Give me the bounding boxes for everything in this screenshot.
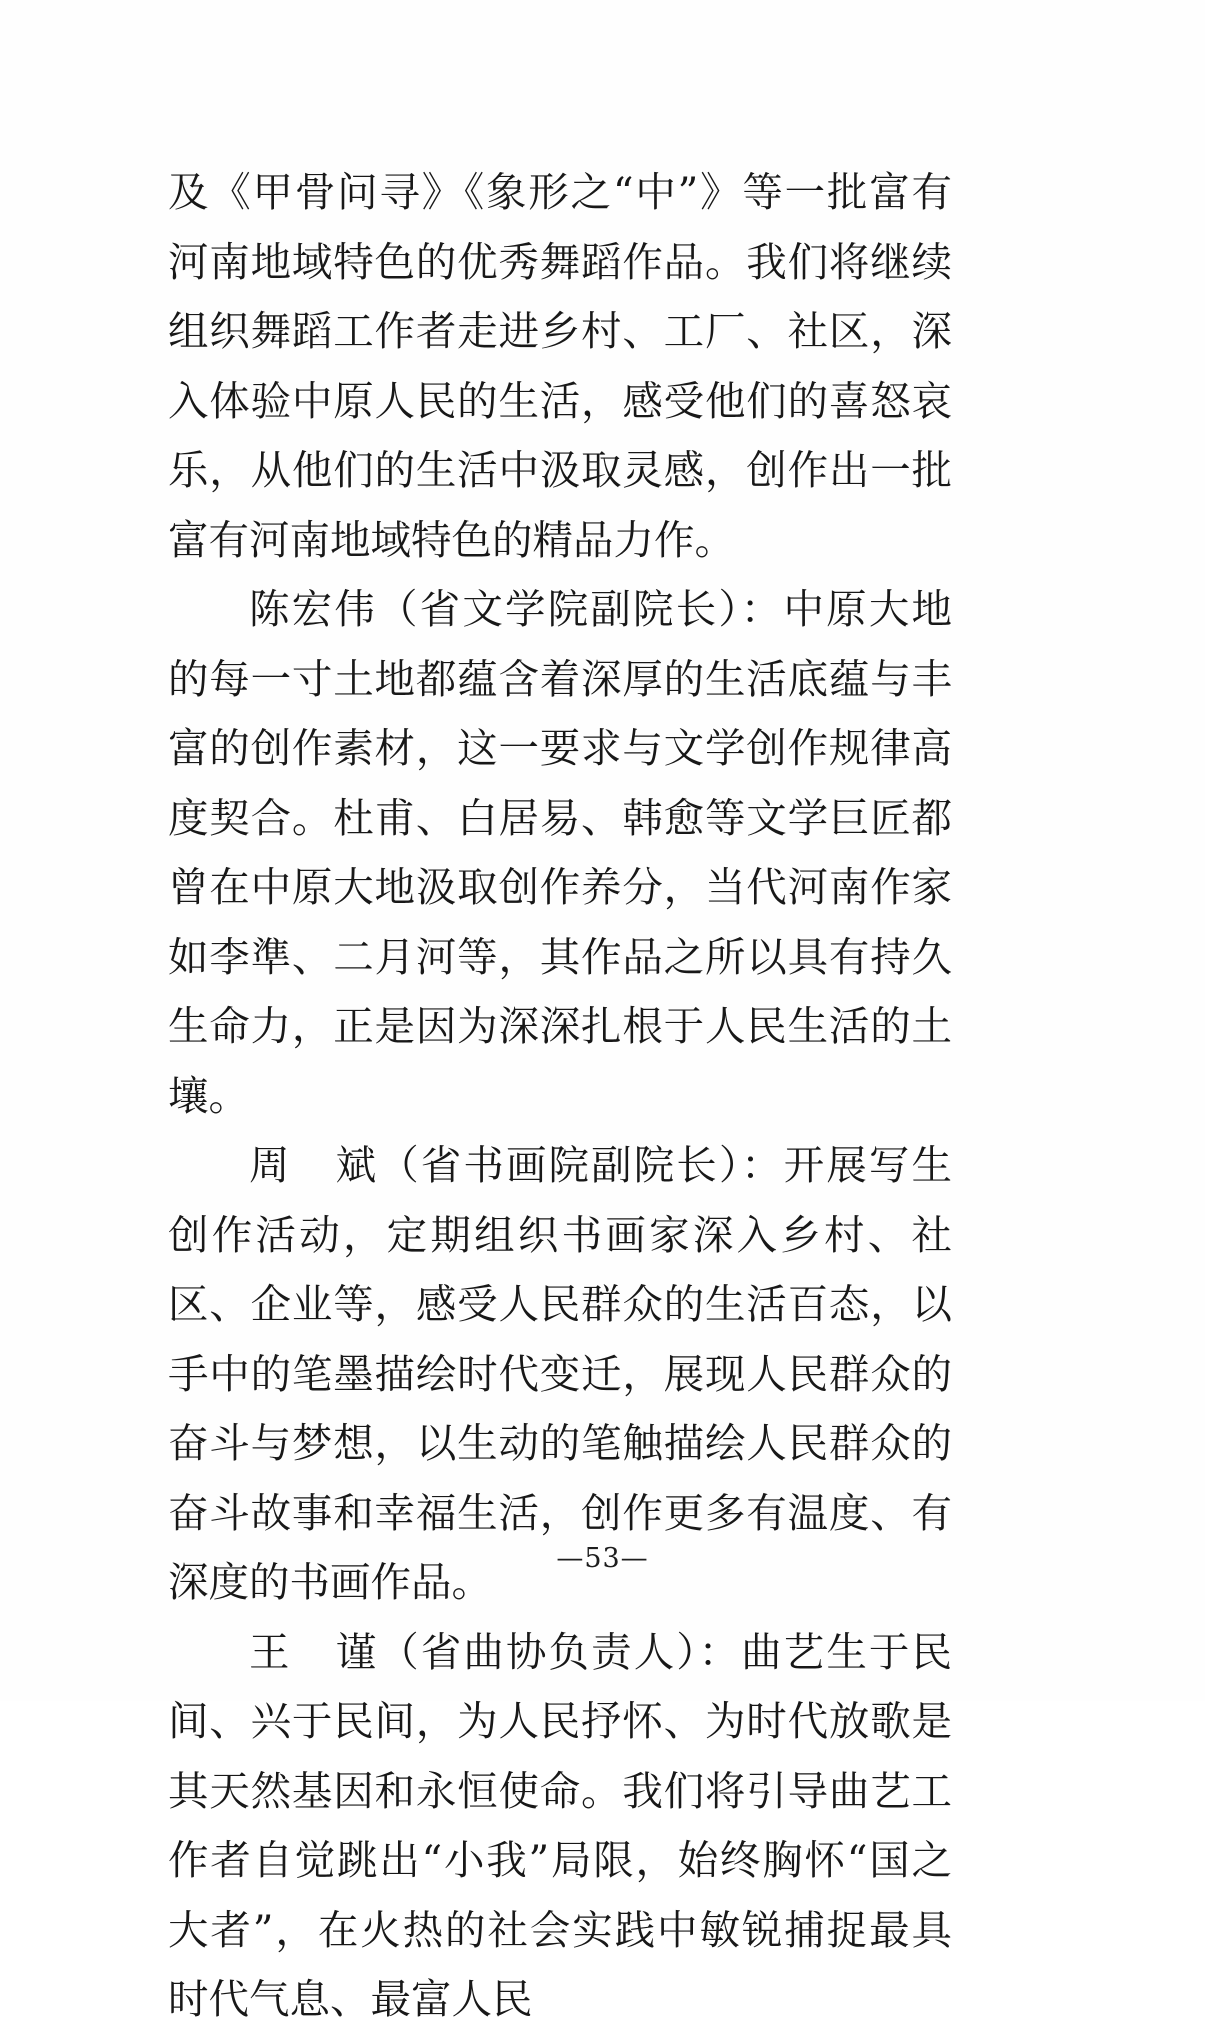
text-column (168, 158, 952, 2035)
paragraph-wang-jin-body: （省曲协负责人）：曲艺生于民间、兴于民间，为人民抒怀、为时代放歌是其天然基因和永恒使命。我们将引导曲艺工作者自觉跳出“小我”局限，始终胸怀“国之大者”，在火热的社会实践中敏锐捕捉最具时代气息、最富人民 (168, 1627, 952, 2023)
speaker-name-zhou-surname: 周 (249, 1141, 292, 1189)
speaker-name-wang-surname: 王 (249, 1627, 292, 1676)
page-number: —53— (556, 1543, 649, 1574)
paragraph-dance-continued: 及《甲骨问寻》《象形之“中”》等一批富有河南地域特色的优秀舞蹈作品。我们将继续组织舞蹈工作者走进乡村、工厂、社区，深入体验中原人民的生活，感受他们的喜怒哀乐，从他们的生活中汲取灵感，创作出一批富有河南地域特色的精品力作。 (168, 168, 952, 564)
speaker-name-wang-given: 谨 (333, 1627, 379, 1676)
paragraph-wang-jin (168, 1618, 952, 2035)
paragraph-zhou-bin-body: （省书画院副院长）：开展写生创作活动，定期组织书画家深入乡村、社区、企业等，感受人民群众的生活百态，以手中的笔墨描绘时代变迁，展现人民群众的奋斗与梦想，以生动的笔触描绘人民群众的奋斗故事和幸福生活，创作更多有温度、有深度的书画作品。 (168, 1141, 952, 1606)
paragraph-chen-hongwei: 陈宏伟（省文学院副院长）：中原大地的每一寸土地都蕴含着深厚的生活底蕴与丰富的创作素材，这一要求与文学创作规律高度契合。杜甫、白居易、韩愈等文学巨匠都曾在中原大地汲取创作养分，当代河南作家如李準、二月河等，其作品之所以具有持久生命力，正是因为深深扎根于人民生活的土壤。 (168, 585, 952, 1120)
speaker-name-zhou-given: 斌 (333, 1141, 379, 1189)
